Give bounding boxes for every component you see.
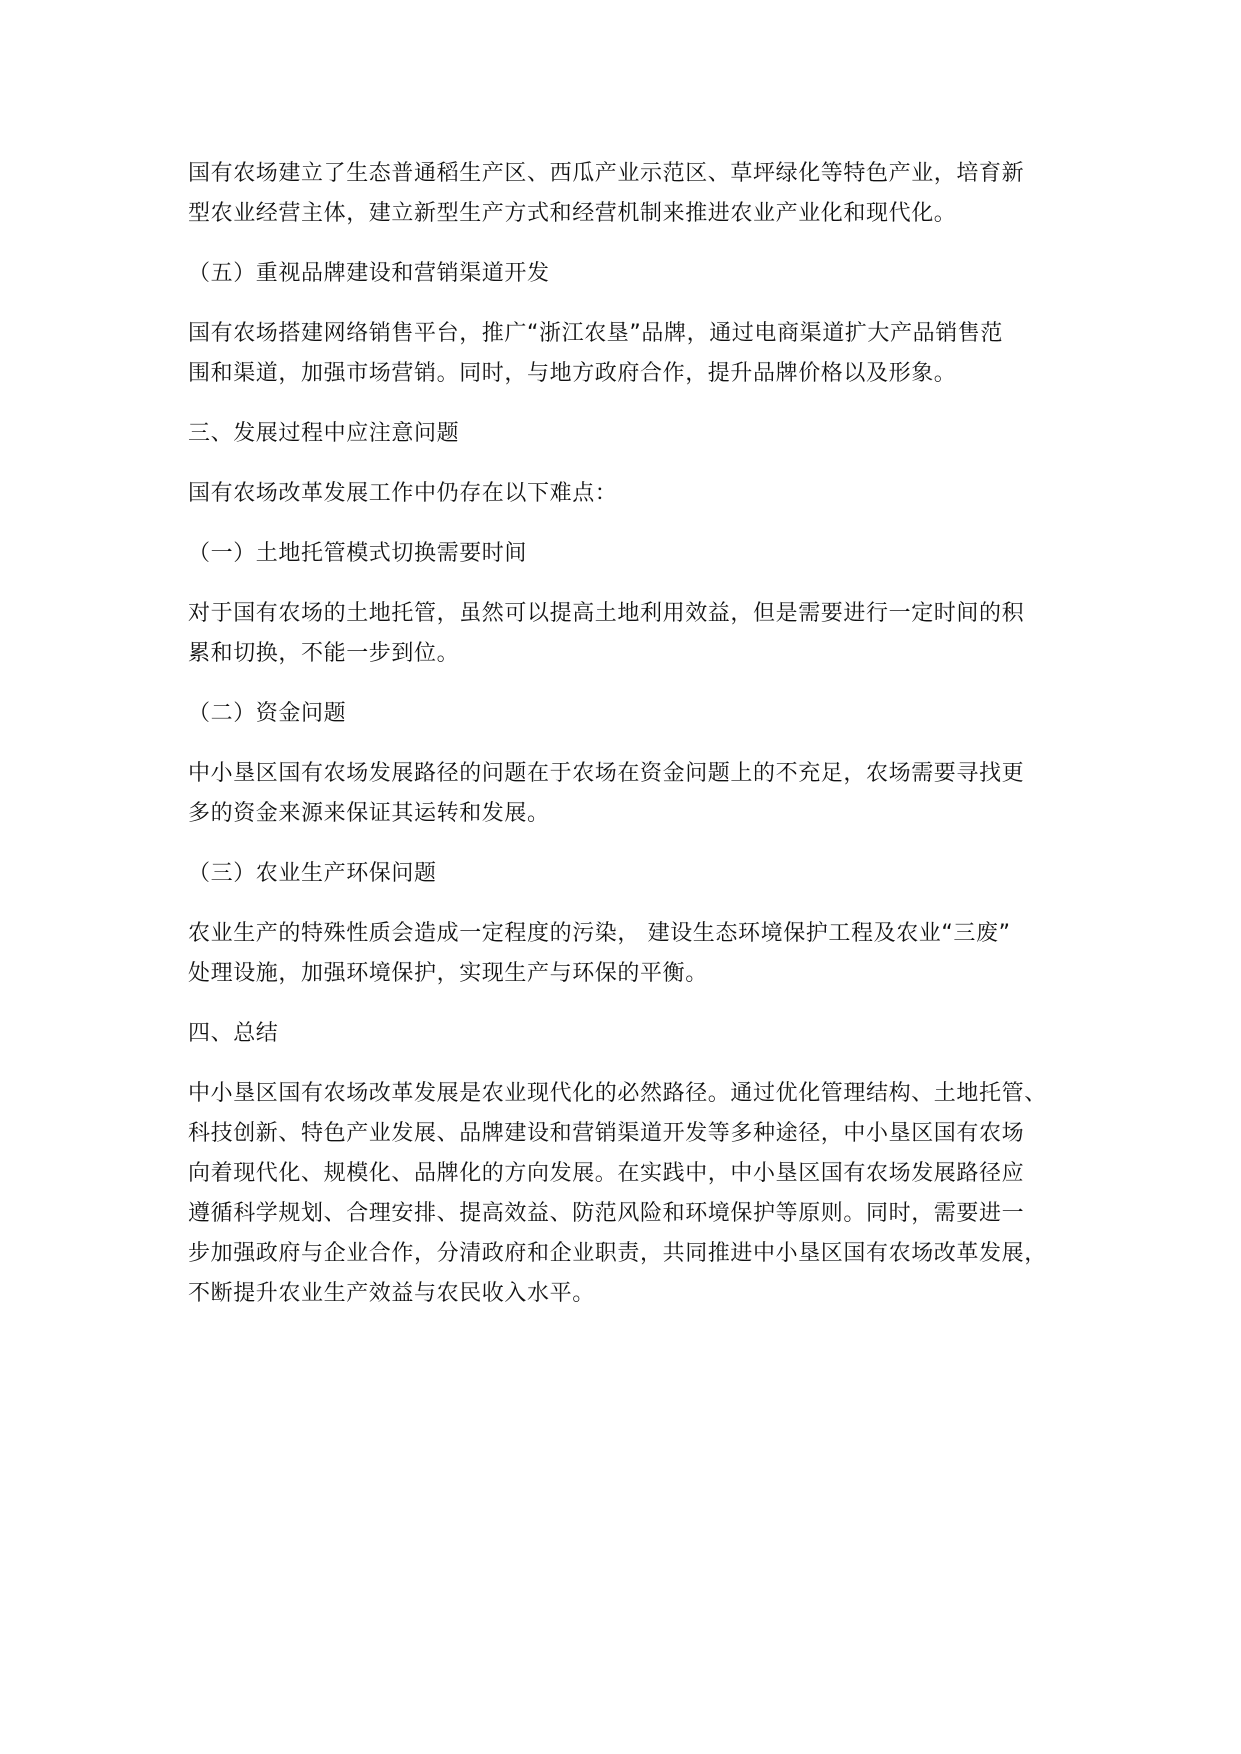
text-line: 处理设施，加强环境保护，实现生产与环保的平衡。 [188, 961, 708, 986]
heading-text: 三、发展过程中应注意问题 [188, 421, 460, 446]
heading-text: （一）土地托管模式切换需要时间 [188, 541, 528, 566]
heading-text: （三）农业生产环保问题 [188, 861, 437, 886]
text-line: 中小垦区国有农场发展路径的问题在于农场在资金问题上的不充足，农场需要寻找更 [188, 761, 1025, 786]
paragraph-land-trust [188, 594, 1088, 674]
text-line: 围和渠道，加强市场营销。同时，与地方政府合作，提升品牌价格以及形象。 [188, 361, 957, 386]
text-line: 国有农场改革发展工作中仍存在以下难点： [188, 481, 618, 506]
text-line: 向着现代化、规模化、品牌化的方向发展。在实践中，中小垦区国有农场发展路径应 [188, 1161, 1025, 1186]
section-heading-funding [188, 694, 1088, 734]
section-heading-issues [188, 414, 1088, 454]
heading-text: （二）资金问题 [188, 701, 347, 726]
paragraph-difficulties-intro [188, 474, 1088, 514]
text-line: 多的资金来源来保证其运转和发展。 [188, 801, 550, 826]
text-line: 国有农场建立了生态普通稻生产区、西瓜产业示范区、草坪绿化等特色产业，培育新 [188, 161, 1025, 186]
text-line: 国有农场搭建网络销售平台，推广“浙江农垦”品牌，通过电商渠道扩大产品销售范 [188, 321, 1003, 346]
text-line: 不断提升农业生产效益与农民收入水平。 [188, 1281, 595, 1306]
section-heading-summary [188, 1014, 1088, 1054]
heading-text: 四、总结 [188, 1021, 279, 1046]
text-line: 步加强政府与企业合作，分清政府和企业职责，共同推进中小垦区国有农场改革发展， [188, 1241, 1047, 1266]
paragraph-summary [188, 1074, 1088, 1314]
paragraph-environment [188, 914, 1088, 994]
text-line: 中小垦区国有农场改革发展是农业现代化的必然路径。通过优化管理结构、土地托管、 [188, 1081, 1047, 1106]
text-line: 农业生产的特殊性质会造成一定程度的污染， 建设生态环境保护工程及农业“三废” [188, 921, 1011, 946]
text-line: 累和切换，不能一步到位。 [188, 641, 460, 666]
heading-text: （五）重视品牌建设和营销渠道开发 [188, 261, 550, 286]
paragraph-featured-industries [188, 154, 1088, 234]
text-line: 遵循科学规划、合理安排、提高效益、防范风险和环境保护等原则。同时，需要进一 [188, 1201, 1025, 1226]
text-line: 型农业经营主体，建立新型生产方式和经营机制来推进农业产业化和现代化。 [188, 201, 957, 226]
text-line: 对于国有农场的土地托管，虽然可以提高土地利用效益，但是需要进行一定时间的积 [188, 601, 1025, 626]
paragraph-funding [188, 754, 1088, 834]
section-heading-brand-building [188, 254, 1088, 294]
text-line: 科技创新、特色产业发展、品牌建设和营销渠道开发等多种途径，中小垦区国有农场 [188, 1121, 1025, 1146]
document-body [188, 154, 1088, 1314]
paragraph-online-sales [188, 314, 1088, 394]
section-heading-land-trust [188, 534, 1088, 574]
section-heading-environment [188, 854, 1088, 894]
